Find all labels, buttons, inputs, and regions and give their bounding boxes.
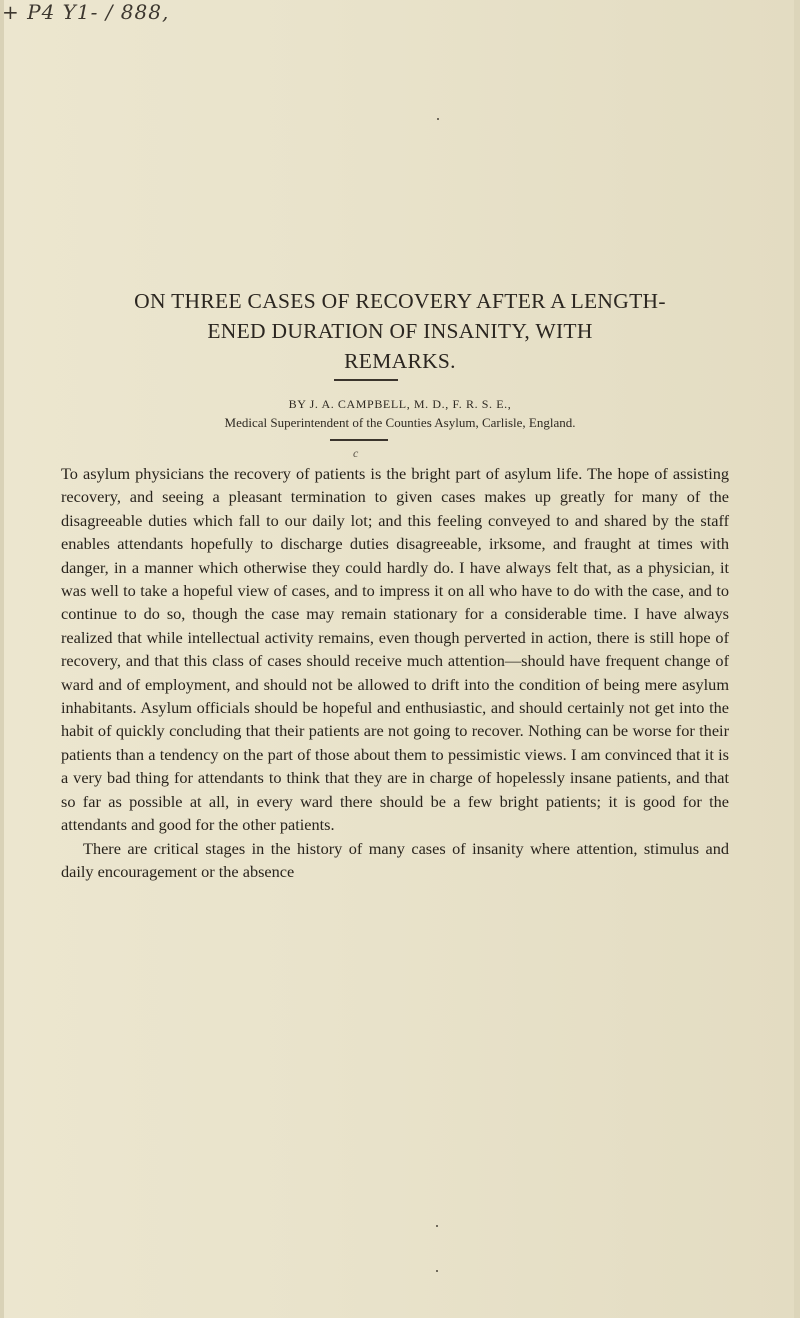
author-affiliation: Medical Superintendent of the Counties Asylum, Carlisle, England. (224, 415, 576, 430)
page-edge-right (794, 0, 800, 1318)
title-divider (334, 379, 398, 381)
paper-speck (437, 118, 439, 120)
author-byline: BY J. A. CAMPBELL, M. D., F. R. S. E., (288, 397, 512, 411)
title-line: ENED DURATION OF INSANITY, WITH (207, 319, 593, 343)
paper-speck (436, 1270, 438, 1272)
article-title (60, 286, 740, 376)
page-edge-left (0, 0, 4, 1318)
article-body (61, 462, 729, 883)
handwritten-annotation: + P4 Y1- / 888, (2, 0, 170, 24)
body-paragraph: To asylum physicians the recovery of patients is the bright part of asylum life. The hope of assisting recovery, and seeing a pleasant termination to given cases makes up greatly for many of the disagreeable duties which fall to our daily lot; and this feeling conveyed to and shared by the staff enables attendants hopefully to discharge duties disagreeable, irksome, and fraught at times with danger, in a manner which otherwise they could hardly do. I have always felt that, as a physician, it was well to take a hopeful view of cases, and to impress it on all who have to do with the case, and to continue to do so, though the case may remain stationary for a considerable time. I have always realized that while intellectual activity remains, even though perverted in action, there is still hope of recovery, and that this class of cases should receive much attention—should have frequent change of ward and of employment, and should not be allowed to drift into the condition of being mere asylum inhabitants. Asylum officials should be hopeful and enthusiastic, and should certainly not get into the habit of quickly concluding that their patients are not going to recover. Nothing can be worse for their patients than a tendency on the part of those about them to pessimistic views. I am convinced that it is a very bad thing for attendants to think that they are in charge of hopelessly insane patients, and that so far as possible at all, in every ward there should be a few bright patients; it is good for the attendants and good for the other patients. (61, 464, 729, 835)
title-line: REMARKS. (344, 349, 456, 373)
paper-speck (436, 1225, 438, 1227)
header-divider (330, 439, 388, 441)
separator-mark: c (353, 446, 359, 460)
title-line: ON THREE CASES OF RECOVERY AFTER A LENGTH- (134, 289, 666, 313)
body-paragraph: There are critical stages in the history of many cases of insanity where attention, stimulus and daily encouragement or the absence (61, 838, 729, 881)
